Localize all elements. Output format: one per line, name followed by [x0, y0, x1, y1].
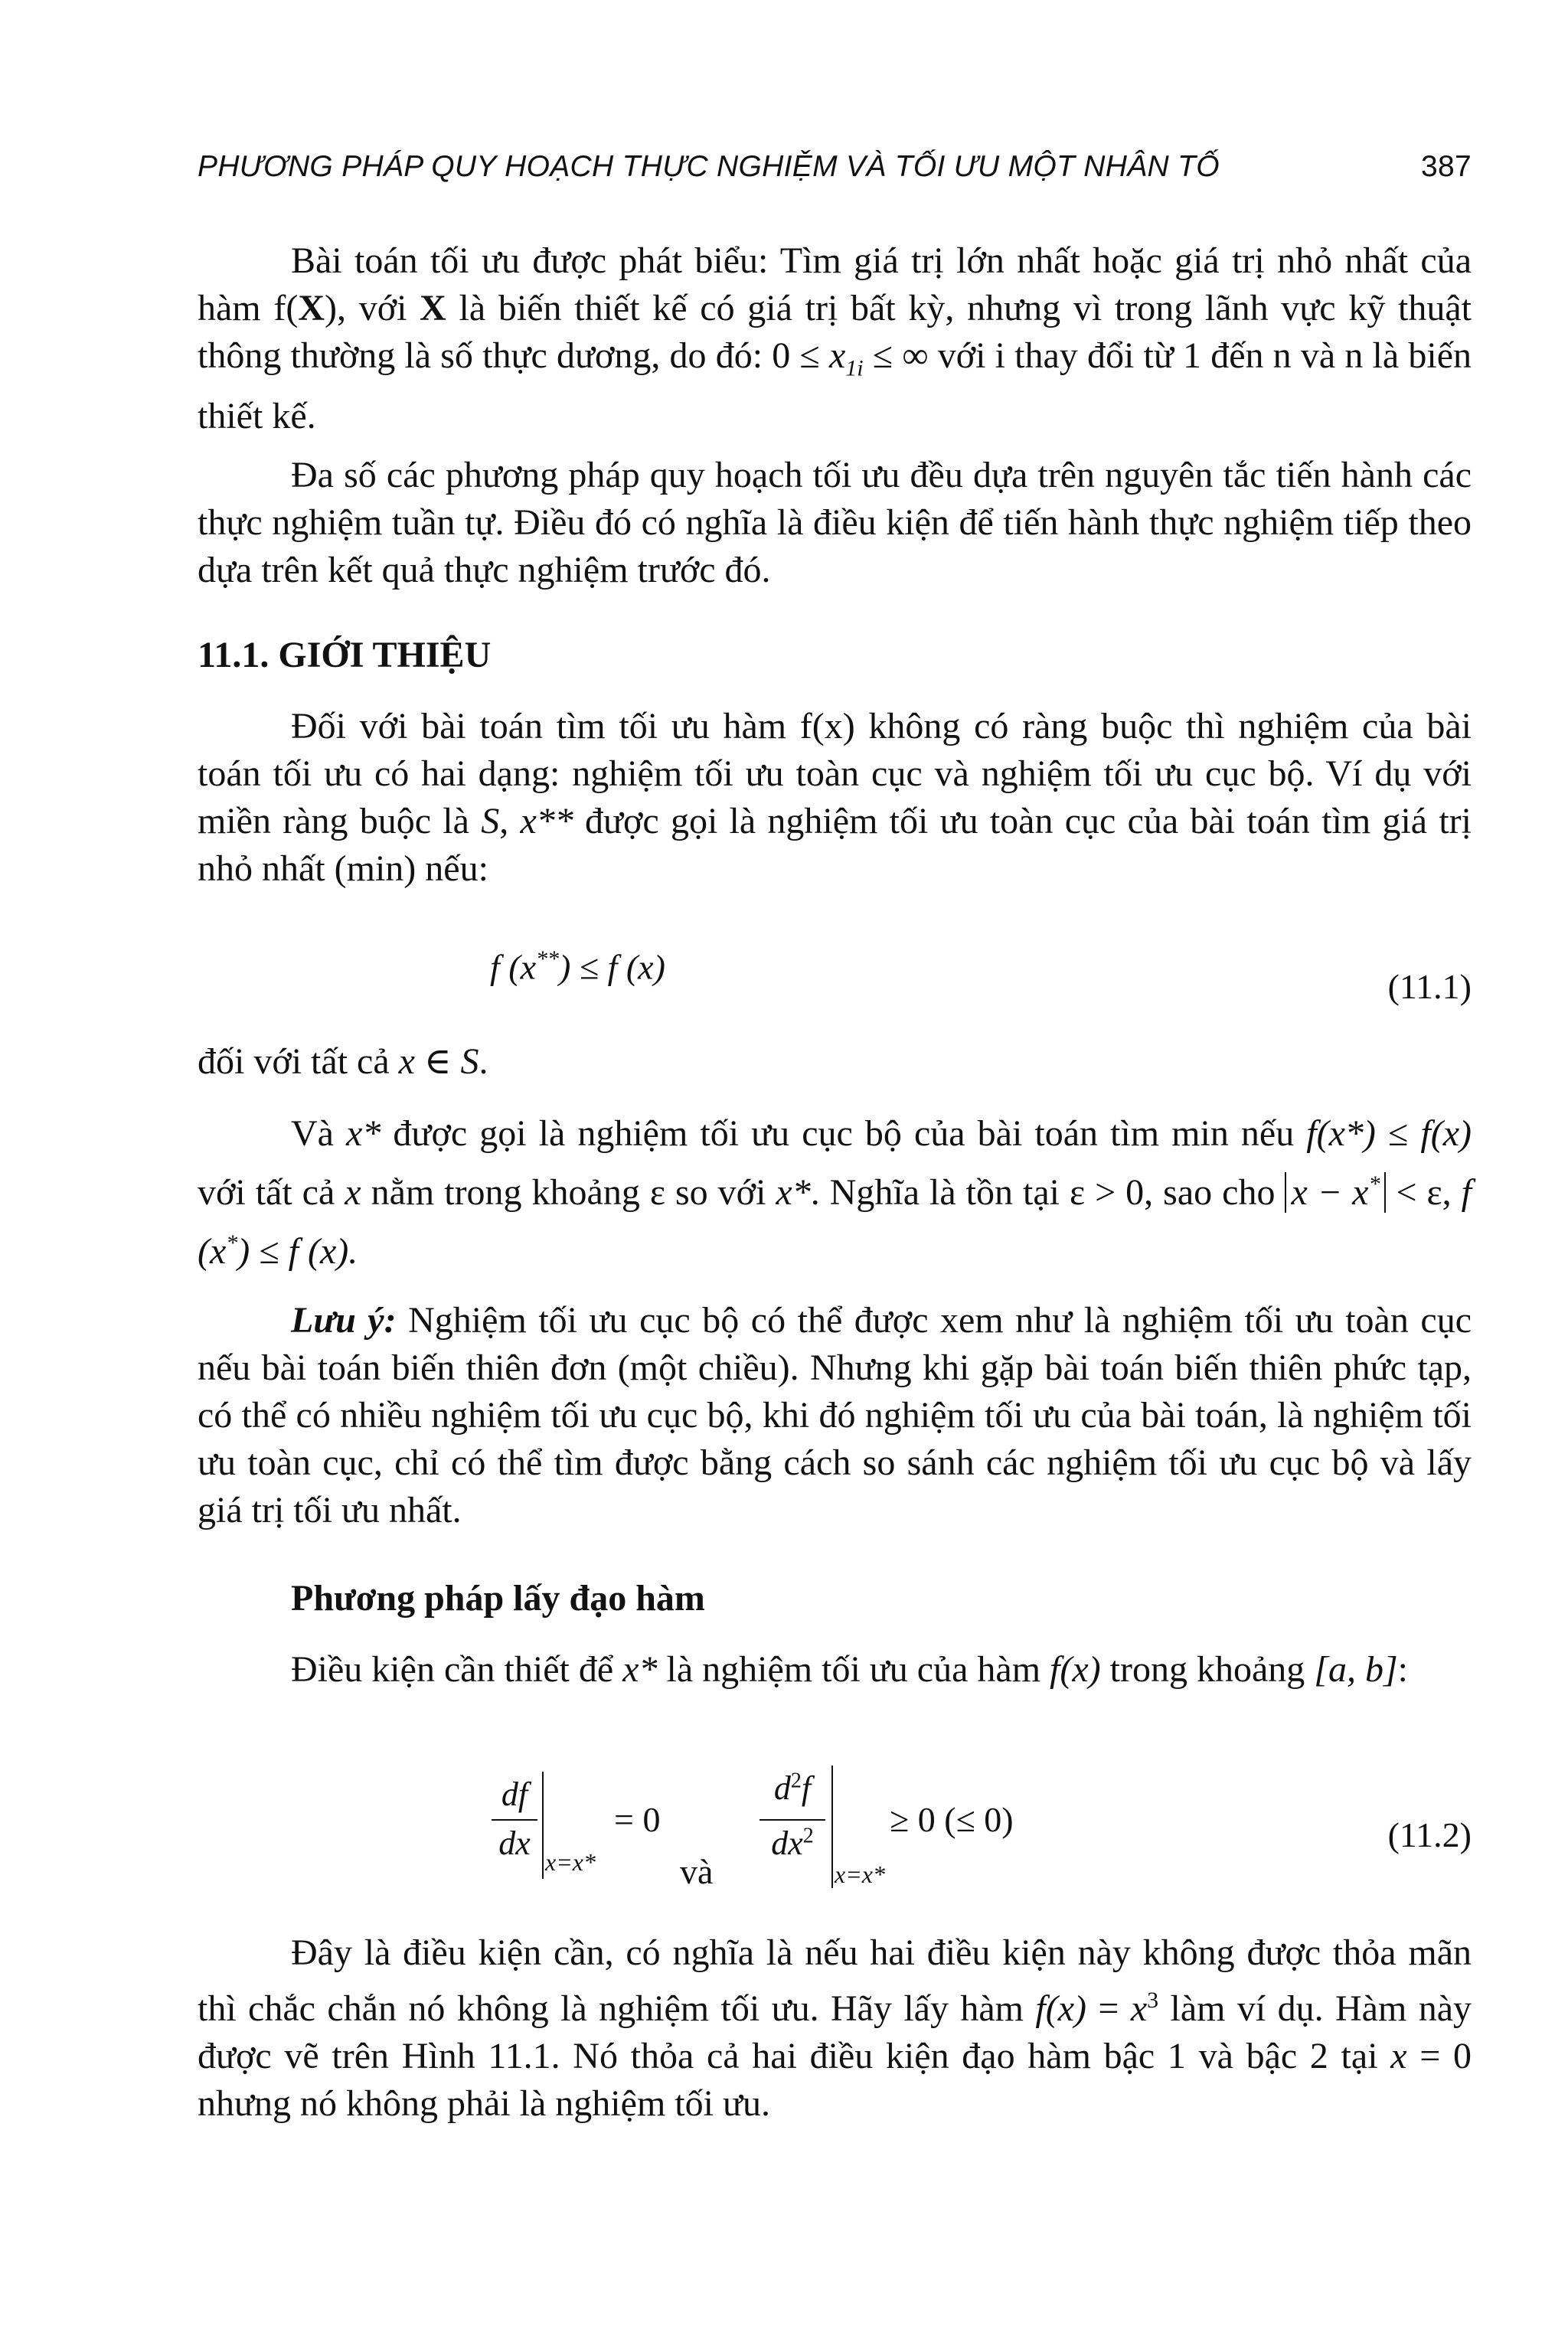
equation-number-11-2: (11.2) [1387, 1815, 1472, 1854]
eval-at-2: x=x* [835, 1860, 885, 1888]
running-header-title: PHƯƠNG PHÁP QUY HOẠCH THỰC NGHIỆM VÀ TỐI ƯU MỘT NHÂN TỐ [198, 150, 1220, 183]
second-derivative-condition: ≥ 0 (≤ 0) [890, 1800, 1014, 1839]
paragraph-problem-statement: Bài toán tối ưu được phát biểu: Tìm giá trị lớn nhất hoặc giá trị nhỏ nhất của hàm f(X), với X là biến thiết kế có giá trị bất kỳ, nhưng vì trong lãnh vực kỹ thuật thông thường là số thực dương, do đó: $0 \le x_{1i}$ ≤ ∞ với i thay đổi từ 1 đến n và n là biến thiết kế. [198, 240, 1472, 436]
subheading-derivative-method: Phương pháp lấy đạo hàm [291, 1578, 705, 1619]
fraction-d2f: $d^2f$ [773, 1769, 812, 1807]
fraction-line-2 [760, 1819, 825, 1821]
fraction-df: df [501, 1775, 528, 1813]
paragraph-note: Lưu ý: Nghiệm tối ưu cục bộ có thể được xem như là nghiệm tối ưu toàn cục nếu bài toán biến thiên đơn (một chiều). Nhưng khi gặp bài toán biến thiên phức tạp, có thể có nhiều nghiệm tối ưu cục bộ, khi đó nghiệm tối ưu của bài toán, là nghiệm tối ưu toàn cục, chỉ có thể tìm được bằng cách so sánh các nghiệm tối ưu cục bộ và lấy giá trị tối ưu nhất. [198, 1300, 1472, 1530]
fraction-line-1 [492, 1819, 537, 1821]
section-heading: 11.1. GIỚI THIỆU [198, 635, 492, 675]
and-word: và [680, 1852, 714, 1891]
absolute-value: x − x* [1285, 1172, 1386, 1213]
paragraph-for-all-x: đối với tất cả x ∈ S. [198, 1041, 488, 1082]
equation-11-1: f (x**) ≤ f (x) [490, 946, 665, 987]
paragraph-sequential-experiments: Đa số các phương pháp quy hoạch tối ưu đều dựa trên nguyên tắc tiến hành các thực nghiệm tuần tự. Điều đó có nghĩa là điều kiện để tiến hành thực nghiệm tiếp theo dựa trên kết quả thực nghiệm trước đó. [198, 455, 1472, 590]
note-label: Lưu ý: [291, 1300, 397, 1341]
running-header [198, 150, 1472, 184]
page-number: 387 [1421, 150, 1472, 183]
paragraph-local-optimum: Và x* được gọi là nghiệm tối ưu cục bộ của bài toán tìm min nếu f(x*) ≤ f(x) với tất cả x nằm trong khoảng ε so với x*. Nghĩa là tồn tại ε > 0, sao cho x − x* < ε, f (x*) ≤ f (x). [198, 1113, 1472, 1272]
equation-number-11-1: (11.1) [1387, 967, 1472, 1006]
eval-at-1: x=x* [545, 1848, 596, 1876]
fraction-dx: dx [498, 1824, 531, 1862]
paragraph-x-cubed-example: Đây là điều kiện cần, có nghĩa là nếu hai điều kiện này không được thỏa mãn thì chắc chắn nó không là nghiệm tối ưu. Hãy lấy hàm $f(x) = x^3$ làm ví dụ. Hàm này được vẽ trên Hình 11.1. Nó thỏa cả hai điều kiện đạo hàm bậc 1 và bậc 2 tại x = 0 nhưng nó không phải là nghiệm tối ưu. [198, 1932, 1472, 2124]
equals-zero: = 0 [614, 1800, 661, 1839]
eval-bar-1 [542, 1772, 544, 1879]
paragraph-global-optimum: Đối với bài toán tìm tối ưu hàm f(x) không có ràng buộc thì nghiệm của bài toán tối ưu có hai dạng: nghiệm tối ưu toàn cục và nghiệm tối ưu cục bộ. Ví dụ với miền ràng buộc là S, x** được gọi là nghiệm tối ưu toàn cục của bài toán tìm giá trị nhỏ nhất (min) nếu: [198, 706, 1472, 889]
fraction-dx2: $dx^2$ [771, 1824, 814, 1862]
paragraph-necessary-condition: Điều kiện cần thiết để x* là nghiệm tối ưu của hàm f(x) trong khoảng [a, b]: [291, 1649, 1408, 1690]
eval-bar-2 [831, 1766, 833, 1888]
